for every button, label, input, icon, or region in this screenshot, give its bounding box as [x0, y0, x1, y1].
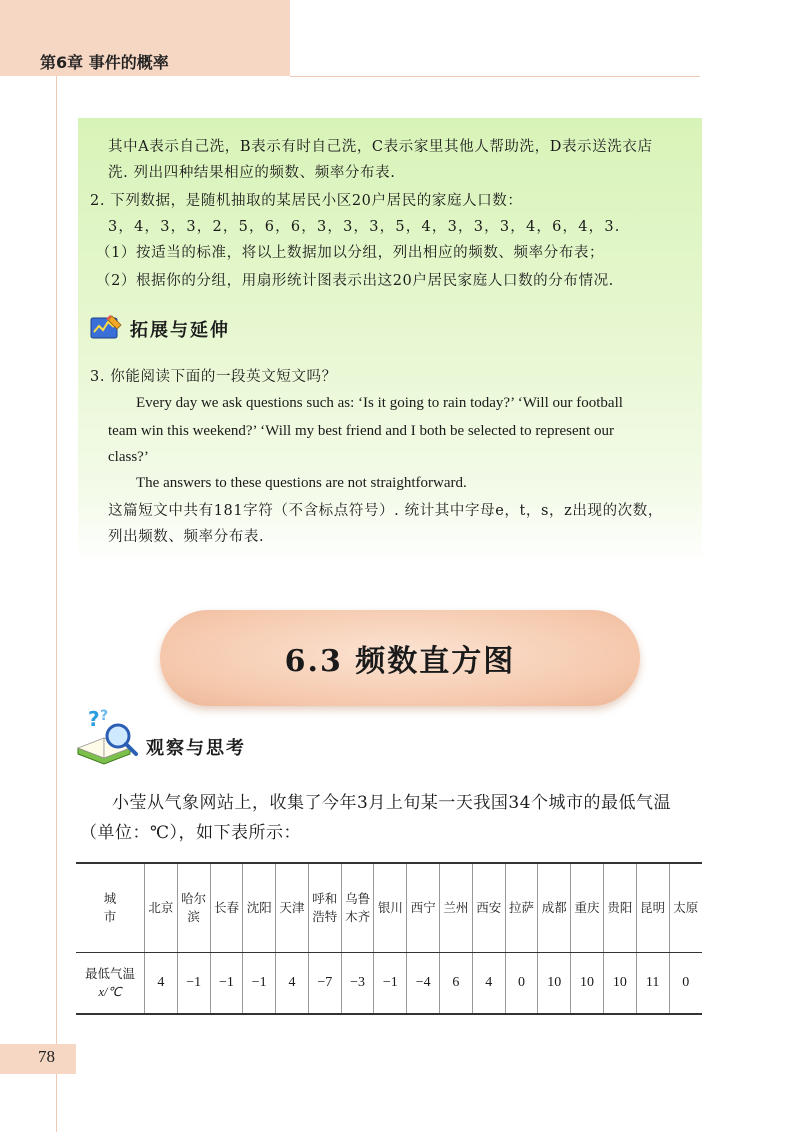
city-cell [407, 863, 440, 953]
city-cell [210, 863, 243, 953]
city-cell [669, 863, 702, 953]
exercise3-chinese-line1: 这篇短文中共有181字符（不含标点符号）. 统计其中字母e，t，s，z出现的次数， [108, 503, 663, 519]
city-cell [145, 863, 178, 953]
city-name: 呼和 [312, 891, 338, 906]
city-cell [308, 863, 341, 953]
city-name: 重庆 [574, 900, 600, 915]
city-row [76, 863, 702, 953]
temperature-value: 10 [603, 953, 636, 1015]
exercise2-question-2: （2）根据你的分组，用扇形统计图表示出这20户居民家庭人口数的分布情况. [96, 273, 614, 289]
temperature-table [76, 862, 702, 1015]
city-name: 西安 [476, 900, 502, 915]
svg-text:?: ? [100, 708, 109, 724]
temperature-value: −4 [407, 953, 440, 1015]
city-name: 哈尔 [181, 891, 207, 906]
temperature-value: −7 [308, 953, 341, 1015]
city-name: 乌鲁 [345, 891, 371, 906]
exercise3-english-line4: The answers to these questions are not straightforward. [136, 475, 467, 491]
city-cell [505, 863, 538, 953]
temperature-value: −1 [243, 953, 276, 1015]
city-cell [374, 863, 407, 953]
header-label-bottom: 市 [103, 909, 117, 924]
chart-pencil-icon [90, 314, 124, 342]
city-cell [341, 863, 374, 953]
city-name: 成都 [541, 900, 567, 915]
row-label-top: 最低气温 [84, 966, 135, 981]
exercise3-english-line2: team win this weekend?’ ‘Will my best friend and I both be selected to represent our [108, 423, 615, 439]
observe-paragraph-line2: （单位：℃），如下表所示： [80, 823, 302, 843]
value-header-cell [76, 953, 145, 1015]
city-name: 浩特 [312, 909, 338, 924]
city-name: 天津 [279, 900, 305, 915]
observe-title: 观察与思考 [146, 738, 246, 759]
page-number: 78 [38, 1047, 55, 1066]
temperature-value: 11 [636, 953, 669, 1015]
margin-rule [56, 76, 57, 1132]
city-name: 银川 [377, 900, 403, 915]
city-cell [603, 863, 636, 953]
svg-text:?: ? [88, 708, 100, 731]
city-name: 贵阳 [607, 900, 633, 915]
temperature-value: 4 [276, 953, 309, 1015]
temperature-value: 10 [571, 953, 604, 1015]
observe-paragraph-line1: 小莹从气象网站上，收集了今年3月上旬某一天我国34个城市的最低气温 [112, 793, 671, 813]
exercise3-english-line1: Every day we ask questions such as: ‘Is it going to rain today?’ ‘Will our football [136, 395, 623, 411]
exercise1-line2: 洗. 列出四种结果相应的频数、频率分布表. [108, 165, 396, 181]
city-name: 长春 [213, 900, 239, 915]
value-row [76, 953, 702, 1015]
city-cell [177, 863, 210, 953]
chapter-title: 第6章 事件的概率 [40, 53, 169, 72]
city-name: 北京 [148, 900, 174, 915]
city-name: 兰州 [443, 900, 469, 915]
city-cell [440, 863, 473, 953]
city-name: 沈阳 [246, 900, 272, 915]
exercise2-data: 3，4，3，3，2，5，6，6，3，3，3，5，4，3，3，3，4，6，4，3. [108, 219, 621, 235]
city-cell [571, 863, 604, 953]
temperature-value: −1 [177, 953, 210, 1015]
temperature-value: 6 [440, 953, 473, 1015]
city-name: 昆明 [640, 900, 666, 915]
temperature-value: −1 [374, 953, 407, 1015]
city-cell [538, 863, 571, 953]
header-divider [290, 76, 700, 77]
book-magnifier-icon [74, 708, 140, 766]
temperature-value: 4 [472, 953, 505, 1015]
city-name: 西宁 [410, 900, 436, 915]
temperature-value: 0 [669, 953, 702, 1015]
city-name: 太原 [673, 900, 699, 915]
header-label-top: 城 [103, 891, 117, 906]
exercise2-question-1: （1）按适当的标准，将以上数据加以分组，列出相应的频数、频率分布表； [96, 245, 605, 261]
extension-title: 拓展与延伸 [130, 320, 230, 341]
city-cell [276, 863, 309, 953]
temperature-value: 4 [145, 953, 178, 1015]
city-name: 滨 [187, 909, 200, 924]
exercise3-chinese-line2: 列出频数、频率分布表. [108, 529, 265, 545]
exercise3-prompt: 3. 你能阅读下面的一段英文短文吗？ [90, 369, 337, 385]
exercise1-line1: 其中A表示自己洗，B表示有时自己洗，C表示家里其他人帮助洗，D表示送洗衣店 [108, 139, 653, 155]
temperature-value: 10 [538, 953, 571, 1015]
city-name: 拉萨 [508, 900, 534, 915]
city-header-cell [76, 863, 145, 953]
temperature-value: −1 [210, 953, 243, 1015]
temperature-value: −3 [341, 953, 374, 1015]
temperature-value: 0 [505, 953, 538, 1015]
city-cell [472, 863, 505, 953]
city-cell [636, 863, 669, 953]
city-name: 木齐 [345, 909, 371, 924]
section-title: 6.3 频数直方图 [284, 644, 516, 679]
row-label-bottom: x/℃ [98, 985, 122, 999]
city-cell [243, 863, 276, 953]
exercise2-prompt: 2. 下列数据，是随机抽取的某居民小区20户居民的家庭人口数： [90, 193, 523, 209]
exercise3-english-line3: class?’ [108, 449, 149, 465]
